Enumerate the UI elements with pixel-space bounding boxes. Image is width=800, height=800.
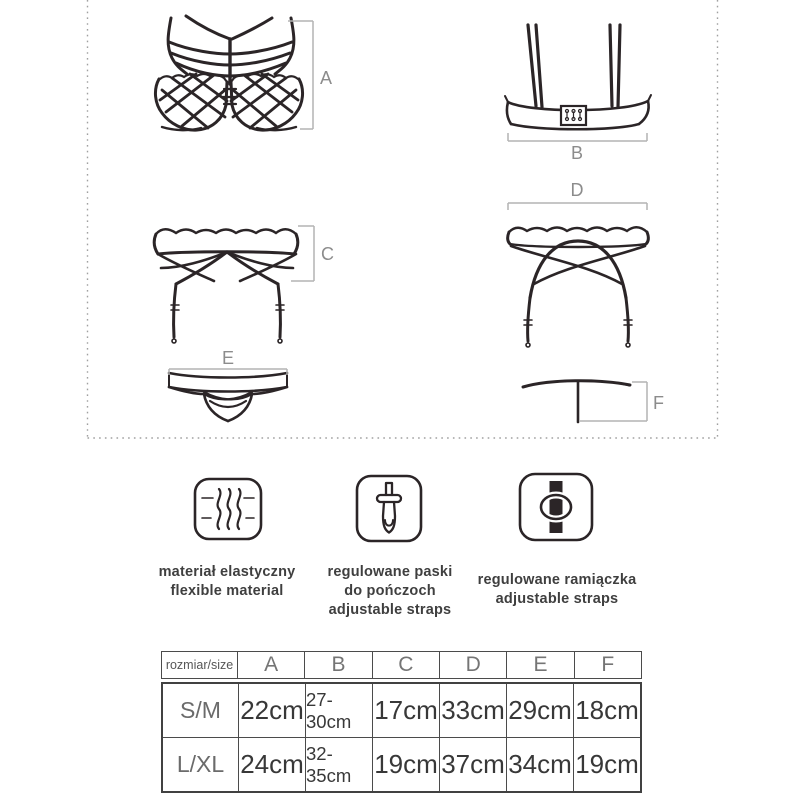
caption-line: adjustable straps: [328, 602, 452, 618]
size-table-corner-label: rozmiar/size: [162, 652, 238, 678]
value-cell: 17cm: [373, 684, 440, 737]
column-header-a: A: [238, 652, 305, 678]
caption-line: flexible material: [170, 583, 284, 599]
column-header-b: B: [305, 652, 372, 678]
column-header-c: C: [373, 652, 440, 678]
value-cell: 37cm: [440, 738, 507, 791]
value-cell: 19cm: [373, 738, 440, 791]
elastic-material-icon: [193, 477, 263, 541]
measure-label-e: E: [221, 348, 235, 368]
measure-label-c: C: [321, 244, 334, 264]
bra-front-drawing: [155, 16, 302, 130]
column-header-e: E: [507, 652, 574, 678]
caption-line: regulowane ramiączka: [477, 572, 637, 588]
feature-caption-adjustable-straps: [447, 571, 667, 609]
value-cell: 18cm: [575, 695, 639, 725]
caption-line: do pończoch: [344, 583, 436, 599]
size-label: L/XL: [163, 738, 239, 791]
caption-line: regulowane paski: [327, 564, 453, 580]
measure-bracket-b: [508, 133, 647, 141]
table-row-lxl: [163, 738, 640, 791]
caption-line: adjustable straps: [495, 591, 619, 607]
measure-bracket-e: [169, 369, 287, 375]
value-cell: 33cm: [440, 684, 507, 737]
garter-clip-icon: [355, 474, 423, 543]
table-row-sm: [163, 684, 640, 738]
column-header-d: D: [440, 652, 507, 678]
size-label: S/M: [163, 684, 239, 737]
value-cell: 29cm: [507, 684, 574, 737]
adjustable-strap-icon: [518, 472, 594, 542]
size-table-header: [161, 651, 642, 679]
measure-label-a: A: [320, 68, 333, 88]
measure-label-d: D: [570, 180, 584, 200]
caption-line: materiał elastyczny: [158, 564, 296, 580]
measure-label-f: F: [653, 393, 664, 413]
measure-bracket-f: [580, 382, 647, 421]
value-cell: 19cm: [575, 749, 639, 779]
panty-front-drawing: [169, 373, 287, 421]
measure-bracket-d: [508, 203, 647, 210]
value-cell: 22cm: [239, 684, 306, 737]
garter-front-drawing: [154, 229, 297, 343]
value-cell: 32-35cm: [306, 738, 373, 791]
size-table-body: [161, 682, 642, 793]
value-cell: 27-30cm: [306, 684, 373, 737]
measure-label-b: B: [570, 143, 584, 163]
garter-back-drawing: [508, 227, 649, 347]
bra-back-drawing: [505, 25, 651, 129]
thong-back-drawing: [523, 381, 630, 422]
value-cell: 34cm: [507, 738, 574, 791]
column-header-f: F: [601, 653, 615, 676]
value-cell: 24cm: [239, 738, 306, 791]
